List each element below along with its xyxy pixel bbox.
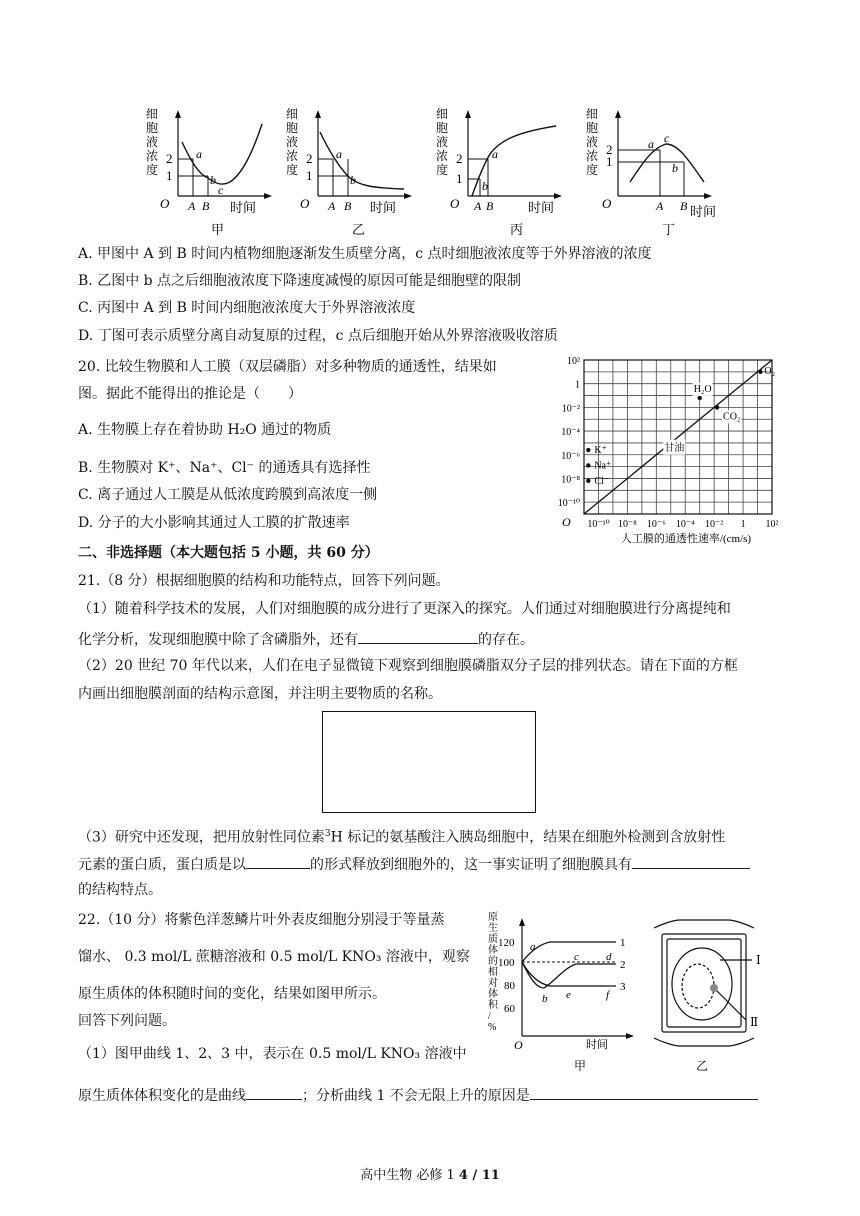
- ylabel-char: %: [488, 1022, 497, 1033]
- q21-part3-text-3: 元素的蛋白质，蛋白质是以: [78, 857, 246, 873]
- ylabel-char: 相: [488, 967, 498, 978]
- point-a: a: [196, 147, 202, 161]
- ylabel-char: 浓: [436, 149, 449, 163]
- ylabel-char: 体: [488, 989, 498, 1000]
- caption-jia: 甲: [574, 1059, 587, 1073]
- ylabel-char: 细: [436, 107, 449, 121]
- graph-ding: [586, 107, 716, 237]
- xtick-a: A: [328, 199, 336, 213]
- ytick-2: 2: [166, 151, 173, 166]
- point-a: a: [492, 147, 498, 161]
- q21-part3-text-2: H 标记的氨基酸注入胰岛细胞中，结果在细胞外检测到含放射性: [330, 829, 726, 846]
- point-b: b: [210, 173, 216, 187]
- ytick-60: 60: [504, 1003, 515, 1015]
- q22-stem-line3: 原生质体的体积随时间的变化，结果如图甲所示。: [78, 986, 386, 1002]
- origin-label: O: [514, 1038, 523, 1052]
- q21-part1-line1: （1）随着科学技术的发展，人们对细胞膜的成分进行了更深入的探究。人们通过对细胞膜进行分离提纯和: [78, 601, 731, 617]
- ylabel-char: 度: [586, 163, 599, 177]
- answer-blank-2[interactable]: [246, 852, 310, 869]
- point-label: Na⁺: [594, 460, 612, 472]
- ytick-1: 1: [606, 154, 613, 169]
- answer-blank-3[interactable]: [632, 852, 750, 869]
- q20-option-c: C. 离子通过人工膜是从低浓度跨膜到高浓度一侧: [78, 487, 378, 503]
- caption-yi: 乙: [696, 1059, 709, 1073]
- ylabel-char: 的: [488, 956, 498, 967]
- ytick-1: 1: [456, 171, 463, 186]
- point-d: d: [606, 951, 612, 963]
- page-footer: [0, 1164, 860, 1183]
- point-c: c: [664, 131, 670, 145]
- footer-page: 4 / 11: [458, 1168, 500, 1183]
- point-b: b: [482, 179, 488, 193]
- section-2-title: 二、非选择题（本大题包括 5 小题，共 60 分）: [78, 545, 379, 561]
- ylabel-char: 质: [488, 934, 498, 945]
- xtick-a: A: [188, 199, 196, 213]
- graph-caption: 丙: [510, 222, 524, 237]
- ytick-2: 2: [606, 142, 613, 157]
- y-tick-label: 10⁻⁶: [561, 450, 580, 462]
- xtick-b: B: [344, 199, 352, 213]
- point-label: CO₂: [723, 411, 741, 423]
- ylabel-char: 细: [586, 107, 599, 121]
- point-a: a: [336, 147, 342, 161]
- ytick-120: 120: [498, 937, 515, 949]
- ytick-100: 100: [498, 957, 515, 969]
- graph-bing: [436, 107, 562, 237]
- drawing-box[interactable]: [322, 711, 536, 813]
- xtick-b: B: [680, 199, 688, 213]
- q21-part3-text-4: 的形式释放到细胞外的，这一事实证明了细胞膜具有: [310, 857, 632, 873]
- ylabel-char: 浓: [586, 149, 599, 163]
- q20-option-b: B. 生物膜对 K⁺、Na⁺、Cl⁻ 的通透具有选择性: [78, 460, 371, 476]
- q21-part3-text: （3）研究中还发现，把用放射性同位素: [78, 829, 325, 846]
- point-a: a: [648, 137, 654, 151]
- curve-2-label: 2: [620, 959, 626, 971]
- q21-part2-line1: （2）20 世纪 70 年代以来，人们在电子显微镜下观察到细胞膜磷脂双分子层的排列状态。请在下面的方框: [78, 658, 738, 674]
- ylabel-char: 胞: [146, 121, 159, 135]
- point-b: b: [350, 173, 356, 187]
- point-e: e: [566, 989, 571, 1001]
- point-label: O₂: [764, 365, 776, 377]
- q21-part1-text: 化学分析，发现细胞膜中除了含磷脂外，还有: [78, 632, 358, 648]
- figure-22-svg: [484, 908, 784, 1080]
- q22-part1-text: 原生质体体积变化的是曲线: [78, 1088, 246, 1104]
- q19-option-b: B. 乙图中 b 点之后细胞液浓度下降速度减慢的原因可能是细胞壁的限制: [78, 273, 522, 289]
- ylabel-char: 液: [146, 135, 159, 149]
- isotope-superscript: 3: [324, 829, 331, 839]
- point-label: H₂O: [693, 383, 712, 395]
- curve-3-label: 3: [620, 981, 626, 993]
- q22-part1-text-2: ；分析曲线 1 不会无限上升的原因是: [302, 1088, 530, 1104]
- q22-stem-line2: 馏水、 0.3 mol/L 蔗糖溶液和 0.5 mol/L KNO₃ 溶液中，观察: [78, 949, 470, 965]
- nucleus-dot: [710, 984, 718, 992]
- ytick-2: 2: [306, 151, 313, 166]
- y-tick-label: 10⁻⁸: [561, 474, 580, 486]
- y-tick-label: 1: [575, 379, 580, 391]
- ylabel-char: 体: [488, 945, 498, 956]
- x-tick-label: 10²: [765, 519, 779, 530]
- q22-stem-line1: 22.（10 分）将紫色洋葱鳞片叶外表皮细胞分别浸于等量蒸: [78, 912, 445, 928]
- point-label: 甘油: [664, 442, 685, 454]
- ytick-1: 1: [166, 168, 173, 183]
- answer-blank-5[interactable]: [530, 1083, 758, 1100]
- diagonal-line: [584, 360, 772, 514]
- origin-label: O: [450, 196, 460, 211]
- ylabel-char: 原: [488, 912, 498, 923]
- figure-19-graphs: [138, 104, 728, 240]
- ylabel-char: 度: [436, 163, 449, 177]
- ytick-80: 80: [504, 980, 515, 992]
- ytick-2: 2: [456, 151, 463, 166]
- ylabel-char: 积: [488, 1000, 498, 1011]
- data-point: [697, 396, 701, 400]
- curve-1-label: 1: [620, 937, 626, 949]
- ylabel-char: 液: [286, 135, 299, 149]
- point-c: c: [218, 183, 224, 197]
- ylabel-char: 细: [286, 107, 299, 121]
- data-point: [586, 479, 590, 483]
- ylabel-char: 液: [436, 135, 449, 149]
- y-tick-label: 10⁻¹⁰: [557, 498, 580, 510]
- ylabel-char: 度: [286, 163, 299, 177]
- cell-diagram: [654, 920, 754, 1046]
- ylabel-char: 液: [586, 135, 599, 149]
- x-axis-label: 人工膜的通透性速率/(cm/s): [620, 533, 752, 545]
- x-axis-label: 时间: [586, 1039, 608, 1051]
- q19-option-c: C. 丙图中 A 到 B 时间内细胞液浓度大于外界溶液浓度: [78, 300, 416, 316]
- point-label: K⁺: [594, 445, 607, 457]
- q21-part3-line1: [78, 824, 725, 848]
- origin-label: O: [562, 515, 571, 529]
- q21-part2-line2: 内画出细胞膜剖面的结构示意图，并注明主要物质的名称。: [78, 686, 442, 702]
- permeability-chart-svg: [536, 352, 786, 548]
- x-tick-label: 10⁻⁸: [618, 519, 637, 530]
- data-point: [758, 370, 762, 374]
- q22-part1-line2: [78, 1083, 758, 1106]
- data-point: [586, 448, 590, 452]
- x-tick-label: 10⁻⁴: [675, 519, 695, 530]
- y-tick-label: 10⁻⁴: [561, 427, 580, 439]
- origin-label: O: [160, 196, 170, 211]
- mark-2: Ⅱ: [750, 1015, 759, 1029]
- mark-1: Ⅰ: [756, 953, 761, 967]
- ylabel-char: 胞: [286, 121, 299, 135]
- x-tick-label: 10⁻¹⁰: [587, 519, 610, 530]
- y-tick-label: 10⁻²: [561, 403, 580, 415]
- ylabel-char: /: [488, 1011, 491, 1022]
- q20-stem-line1: 20. 比较生物膜和人工膜（双层磷脂）对多种物质的通透性，结果如: [78, 359, 497, 375]
- point-c: c: [574, 951, 579, 963]
- data-point: [715, 405, 719, 409]
- q21-part1-line2: [78, 627, 534, 650]
- ylabel-char: 浓: [146, 149, 159, 163]
- origin-label: O: [602, 196, 612, 211]
- q19-option-a: A. 甲图中 A 到 B 时间内植物细胞逐渐发生质壁分离，c 点时细胞液浓度等于外界溶液的浓度: [78, 246, 652, 262]
- ylabel-char: 度: [146, 163, 159, 177]
- answer-blank-1[interactable]: [358, 627, 478, 644]
- ytick-1: 1: [306, 168, 313, 183]
- q21-part1-tail: 的存在。: [478, 632, 534, 648]
- ylabel-char: 对: [488, 978, 498, 989]
- figure-19-svg: [138, 104, 728, 240]
- x-axis-label: 时间: [230, 200, 257, 215]
- x-axis-label: 时间: [690, 204, 717, 219]
- q20-option-d: D. 分子的大小影响其通过人工膜的扩散速率: [78, 515, 350, 531]
- point-f: f: [606, 989, 610, 1001]
- graph-caption: 丁: [662, 222, 676, 237]
- y-tick-label: 10²: [567, 356, 580, 367]
- data-point: [586, 463, 590, 467]
- ylabel-char: 细: [146, 107, 159, 121]
- xtick-b: B: [486, 199, 494, 213]
- point-b: b: [672, 161, 678, 175]
- point-label: Cl⁻: [594, 475, 610, 487]
- q19-option-d: D. 丁图可表示质壁分离自动复原的过程，c 点后细胞开始从外界溶液吸收溶质: [78, 328, 558, 344]
- xtick-a: A: [656, 199, 664, 213]
- figure-22-ylabel: [488, 911, 499, 1033]
- graph-caption: 甲: [211, 222, 225, 237]
- x-tick-label: 1: [740, 519, 746, 530]
- graph-caption: 乙: [352, 222, 366, 237]
- q21-part3-line2: [78, 852, 750, 875]
- point-a: a: [530, 941, 536, 953]
- x-tick-label: 10⁻⁶: [646, 519, 666, 530]
- ylabel-char: 胞: [586, 121, 599, 135]
- graph-yi: [286, 107, 412, 237]
- q20-stem-line2: 图。据此不能得出的推论是（ ）: [78, 386, 302, 402]
- q22-stem-line4: 回答下列问题。: [78, 1013, 176, 1029]
- q21-part3-line3: 的结构特点。: [78, 882, 162, 898]
- q22-part1-line1: （1）图甲曲线 1、2、3 中，表示在 0.5 mol/L KNO₃ 溶液中: [78, 1046, 467, 1062]
- ylabel-char: 胞: [436, 121, 449, 135]
- ylabel-char: 生: [488, 923, 498, 934]
- footer-subject: 高中生物 必修 1: [360, 1168, 455, 1183]
- permeability-chart: [536, 352, 786, 548]
- x-axis-label: 时间: [370, 200, 397, 215]
- xtick-b: B: [202, 199, 210, 213]
- answer-blank-4[interactable]: [246, 1083, 302, 1100]
- x-tick-label: 10⁻²: [705, 519, 724, 530]
- xtick-a: A: [474, 199, 482, 213]
- x-axis-label: 时间: [528, 200, 555, 215]
- q20-option-a: A. 生物膜上存在着协助 H₂O 通过的物质: [78, 422, 332, 438]
- origin-label: O: [300, 196, 310, 211]
- figure-22: [484, 908, 784, 1080]
- graph-jia: [146, 107, 272, 237]
- q21-stem: 21.（8 分）根据细胞膜的结构和功能特点，回答下列问题。: [78, 573, 450, 589]
- ylabel-char: 浓: [286, 149, 299, 163]
- point-b: b: [542, 993, 548, 1005]
